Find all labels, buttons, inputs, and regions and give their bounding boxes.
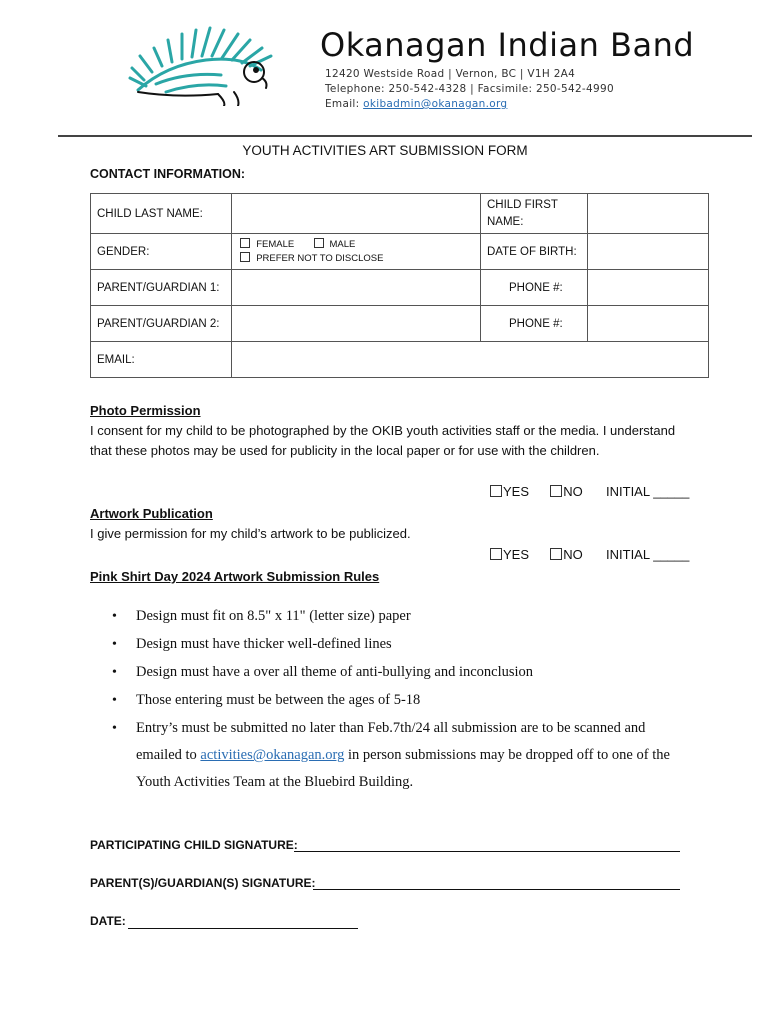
photo-no-label: NO [563, 484, 583, 499]
photo-initial-field[interactable]: INITIAL _____ [606, 484, 690, 499]
parent2-field[interactable] [232, 306, 481, 342]
artwork-no-label: NO [563, 547, 583, 562]
artwork-publication-heading: Artwork Publication [90, 506, 213, 521]
artwork-consent-row [490, 547, 689, 562]
organization-name: Okanagan Indian Band [320, 26, 695, 64]
table-row [91, 306, 709, 342]
table-row [91, 234, 709, 270]
photo-permission-text: I consent for my child to be photographed by the OKIB youth activities staff or the media. I understand that these photos may be used for publicity in the local paper or for use with the children. [90, 423, 676, 458]
dob-field[interactable] [587, 234, 708, 270]
email-line [325, 98, 507, 110]
org-email-link[interactable]: okibadmin@okanagan.org [363, 98, 508, 110]
porcupine-logo-icon [126, 20, 276, 106]
child-first-name-field[interactable] [587, 194, 708, 234]
gender-options [232, 234, 481, 270]
phone1-label: PHONE #: [480, 270, 587, 306]
list-item: • Design must have a over all theme of anti-bullying and inconclusion [112, 659, 692, 686]
prefer-not-checkbox[interactable] [240, 252, 250, 262]
submission-rule-text-end: in person submissions may be dropped off to one of the Youth Activities Team at the Bluebird Building. [136, 747, 670, 790]
list-item: • Design must fit on 8.5" x 11" (letter size) paper [112, 603, 692, 630]
phone2-field[interactable] [587, 306, 708, 342]
dob-label: DATE OF BIRTH: [480, 234, 587, 270]
artwork-no-checkbox[interactable] [550, 548, 562, 560]
artwork-yes-label: YES [503, 547, 530, 562]
photo-yes-checkbox[interactable] [490, 485, 502, 497]
photo-no-checkbox[interactable] [550, 485, 562, 497]
rules-heading: Pink Shirt Day 2024 Artwork Submission Rules [90, 569, 380, 584]
gender-label: GENDER: [91, 234, 232, 270]
child-signature-label: PARTICIPATING CHILD SIGNATURE: [90, 838, 298, 852]
female-label: FEMALE [256, 238, 295, 250]
date-line[interactable] [128, 927, 358, 929]
male-label: MALE [329, 238, 356, 250]
artwork-publication-section [90, 504, 680, 544]
address-line: 12420 Westside Road | Vernon, BC | V1H 2A4 [325, 68, 576, 80]
list-item: • Those entering must be between the ages of 5-18 [112, 687, 692, 714]
telephone-line: Telephone: 250-542-4328 | Facsimile: 250-542-4990 [325, 83, 614, 95]
form-title: YOUTH ACTIVITIES ART SUBMISSION FORM [242, 143, 528, 158]
email-label: Email: [325, 98, 360, 110]
list-item [112, 715, 681, 796]
parent1-label: PARENT/GUARDIAN 1: [91, 270, 232, 306]
contact-table [90, 193, 709, 378]
header-divider [58, 135, 752, 137]
child-last-name-field[interactable] [232, 194, 481, 234]
child-signature-line[interactable] [294, 850, 680, 852]
submission-rule-text: Entry’s must be submitted no later than Feb.7th/24 all submission are to be scanned and emailed to [136, 720, 646, 763]
parent-signature-line[interactable] [313, 888, 680, 890]
rules-list [112, 603, 692, 797]
contact-information-label: CONTACT INFORMATION: [90, 167, 246, 181]
parent1-field[interactable] [232, 270, 481, 306]
child-last-name-label: CHILD LAST NAME: [91, 194, 232, 234]
list-item: • Design must have thicker well-defined lines [112, 631, 692, 658]
email-label-cell: EMAIL: [91, 342, 232, 378]
child-first-name-text: CHILD FIRST NAME: [486, 198, 558, 228]
artwork-initial-field[interactable]: INITIAL _____ [606, 547, 690, 562]
photo-permission-heading: Photo Permission [90, 403, 201, 418]
artwork-yes-checkbox[interactable] [490, 548, 502, 560]
male-checkbox[interactable] [314, 238, 324, 248]
phone1-field[interactable] [587, 270, 708, 306]
parent-signature-label: PARENT(S)/GUARDIAN(S) SIGNATURE: [90, 876, 316, 890]
table-row [91, 194, 709, 234]
photo-consent-row [490, 484, 689, 499]
child-first-name-label [480, 194, 587, 234]
table-row [91, 270, 709, 306]
prefer-not-label: PREFER NOT TO DISCLOSE [256, 252, 384, 264]
female-checkbox[interactable] [240, 238, 250, 248]
table-row [91, 342, 709, 378]
photo-yes-label: YES [503, 484, 530, 499]
email-field[interactable] [232, 342, 709, 378]
date-label: DATE: [90, 914, 126, 928]
parent2-label: PARENT/GUARDIAN 2: [91, 306, 232, 342]
photo-permission-section [90, 401, 680, 461]
artwork-publication-text: I give permission for my child’s artwork to be publicized. [90, 526, 411, 541]
activities-email-link[interactable]: activities@okanagan.org [200, 747, 345, 763]
phone2-label: PHONE #: [480, 306, 587, 342]
